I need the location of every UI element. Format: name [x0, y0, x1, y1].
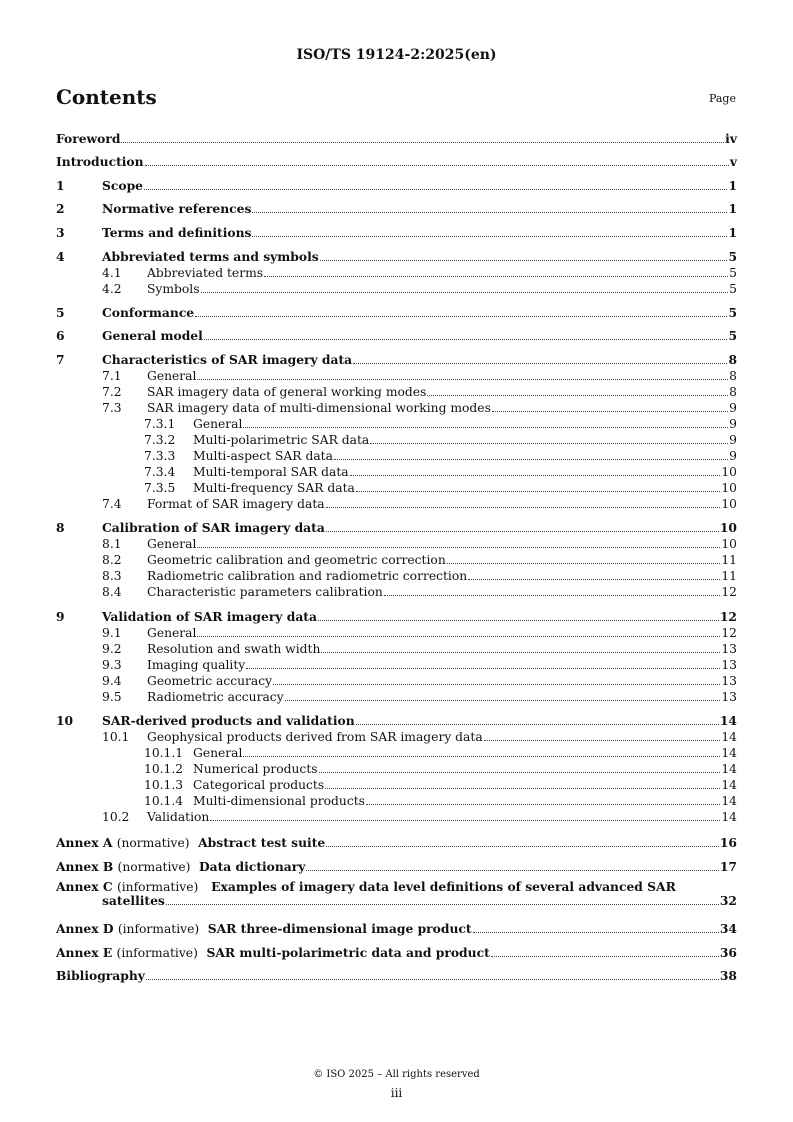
toc-entry-page: 12: [719, 609, 737, 624]
toc-entry-title: SAR-derived products and validation: [102, 713, 355, 728]
toc-entry-title: Terms and definitions: [102, 225, 252, 240]
dot-leader: [319, 771, 721, 773]
toc-entry-number: 4: [56, 249, 65, 264]
toc-entry-page: 14: [721, 730, 737, 744]
toc-entry-number: 10.1.4: [144, 794, 184, 808]
toc-entry-title: Symbols: [147, 282, 200, 296]
toc-entry-number: 9: [56, 609, 65, 624]
toc-entry-title: General: [193, 417, 243, 431]
toc-entry-number: 5: [56, 305, 65, 320]
dot-leader: [204, 338, 728, 340]
toc-entry-8-2[interactable]: [56, 551, 737, 567]
toc-entry-number: 4.1: [102, 266, 122, 280]
annex-kind: (normative): [116, 836, 190, 850]
toc-entry-3[interactable]: [56, 224, 737, 240]
toc-entry-title: General model: [102, 328, 203, 343]
toc-entry-number: 10.2: [102, 810, 130, 824]
toc-entry-title: Abstract test suite: [198, 835, 326, 850]
toc-entry-number: 7.4: [102, 497, 122, 511]
toc-entry-page: 8: [729, 385, 737, 399]
dot-leader: [484, 739, 721, 741]
toc-entry-page: 36: [719, 945, 737, 960]
toc-entry-9-1[interactable]: [56, 624, 737, 640]
toc-entry-page: 13: [721, 658, 737, 672]
toc-entry-7-2[interactable]: [56, 383, 737, 399]
dot-leader: [353, 362, 727, 364]
toc-entry-introduction[interactable]: [56, 153, 737, 169]
toc-entry-number: 10.1.3: [144, 778, 184, 792]
toc-entry-page: 9: [729, 417, 737, 431]
dot-leader: [145, 164, 729, 166]
toc-entry-page: 10: [721, 537, 737, 551]
dot-leader: [121, 141, 724, 143]
annex-label: Annex E: [56, 945, 113, 960]
dot-leader: [318, 619, 719, 621]
page-title: Contents: [56, 85, 157, 109]
toc-entry-4-1[interactable]: [56, 264, 737, 280]
toc-entry-9[interactable]: [56, 608, 737, 624]
page-number: iii: [390, 1086, 403, 1100]
toc-entry-page: 16: [719, 835, 737, 850]
annex-kind: (informative): [116, 946, 198, 960]
annex-label: Annex A: [56, 835, 113, 850]
toc-entry-10[interactable]: [56, 712, 737, 728]
dot-leader: [273, 683, 720, 685]
toc-entry-number: 10: [56, 713, 74, 728]
dot-leader: [356, 490, 720, 492]
dot-leader: [243, 755, 720, 757]
toc-entry-title: Radiometric accuracy: [147, 690, 284, 704]
toc-entry-page: 12: [721, 626, 737, 640]
toc-entry-title: SAR three-dimensional image product: [207, 921, 472, 936]
toc-entry-title: Multi-aspect SAR data: [193, 449, 333, 463]
toc-entry-title: General: [147, 626, 197, 640]
toc-entry-title: Bibliography: [56, 968, 145, 983]
dot-leader: [197, 546, 720, 548]
toc-entry-number: 7: [56, 352, 65, 367]
annex-label: Annex C: [56, 879, 113, 894]
toc-annex-e[interactable]: [56, 944, 737, 960]
toc-entry-title: Foreword: [56, 131, 121, 146]
toc-entry-page: 13: [721, 690, 737, 704]
toc-entry-title: Format of SAR imagery data: [147, 497, 325, 511]
toc-entry-title: General: [147, 537, 197, 551]
toc-entry-page: 10: [721, 497, 737, 511]
toc-entry-title: Geometric calibration and geometric correction: [147, 553, 446, 567]
toc-entry-title: SAR multi-polarimetric data and product: [206, 945, 490, 960]
toc-entry-8-4[interactable]: [56, 583, 737, 599]
toc-entry-page: 32: [719, 893, 737, 908]
toc-entry-title: Validation: [147, 810, 210, 824]
toc-entry-title: Introduction: [56, 154, 144, 169]
toc-entry-number: 9.5: [102, 690, 122, 704]
toc-entry-page: 10: [719, 520, 737, 535]
toc-entry-page: 9: [729, 401, 737, 415]
dot-leader: [384, 594, 721, 596]
toc-entry-page: 14: [721, 810, 737, 824]
toc-entry-title: SAR imagery data of multi-dimensional working modes: [147, 401, 491, 415]
toc-entry-title: Scope: [102, 178, 143, 193]
toc-entry-title: Characteristics of SAR imagery data: [102, 352, 353, 367]
toc-entry-number: 1: [56, 178, 65, 193]
dot-leader: [166, 903, 719, 905]
toc-entry-number: 7.3.1: [144, 417, 176, 431]
toc-entry-7-3[interactable]: [56, 399, 737, 415]
toc-entry-7-3-3[interactable]: [56, 447, 737, 463]
toc-entry-page: 14: [721, 746, 737, 760]
toc-entry-number: 8.1: [102, 537, 122, 551]
toc-entry-7-1[interactable]: [56, 367, 737, 383]
toc-entry-number: 9.4: [102, 674, 122, 688]
toc-entry-5[interactable]: [56, 304, 737, 320]
dot-leader: [334, 458, 728, 460]
toc-entry-title: Abbreviated terms: [147, 266, 264, 280]
copyright-notice: © ISO 2025 – All rights reserved: [313, 1069, 480, 1080]
dot-leader: [326, 506, 721, 508]
toc-entry-number: 8.2: [102, 553, 122, 567]
toc-entry-7-3-2[interactable]: [56, 431, 737, 447]
toc-entry-page: 17: [719, 859, 737, 874]
toc-entry-title: Numerical products: [193, 762, 318, 776]
toc-entry-8-3[interactable]: [56, 567, 737, 583]
toc-entry-title: General: [193, 746, 243, 760]
toc-entry-page: 1: [728, 225, 737, 240]
toc-entry-number: 7.3.4: [144, 465, 176, 479]
toc-entry-number: 7.3.2: [144, 433, 176, 447]
dot-leader: [243, 426, 728, 428]
toc-entry-page: 9: [729, 449, 737, 463]
dot-leader: [321, 651, 720, 653]
toc-entry-10-1-3[interactable]: [56, 776, 737, 792]
toc-entry-9-5[interactable]: [56, 688, 737, 704]
toc-entry-title: Multi-temporal SAR data: [193, 465, 349, 479]
toc-entry-9-2[interactable]: [56, 640, 737, 656]
toc-entry-page: 34: [719, 921, 737, 936]
dot-leader: [144, 188, 727, 190]
toc-entry-10-1-1[interactable]: [56, 744, 737, 760]
toc-entry-8[interactable]: [56, 519, 737, 535]
toc-entry-6[interactable]: [56, 327, 737, 343]
toc-annex-b[interactable]: [56, 858, 737, 874]
dot-leader: [366, 803, 720, 805]
toc-entry-number: 8.4: [102, 585, 122, 599]
toc-entry-page: 14: [721, 762, 737, 776]
dot-leader: [210, 819, 720, 821]
dot-leader: [264, 275, 728, 277]
toc-entry-10-1[interactable]: [56, 728, 737, 744]
toc-entry-title: Normative references: [102, 201, 252, 216]
annex-label: Annex B: [56, 859, 114, 874]
toc-entry-foreword[interactable]: [56, 130, 737, 146]
toc-entry-page: iv: [725, 131, 737, 146]
toc-entry-number: 6: [56, 328, 65, 343]
toc-entry-page: 5: [728, 305, 737, 320]
toc-entry-page: 9: [729, 433, 737, 447]
toc-entry-number: 2: [56, 201, 65, 216]
toc-entry-title: Data dictionary: [199, 859, 306, 874]
toc-entry-page: 10: [721, 481, 737, 495]
annex-label: Annex D: [56, 921, 114, 936]
toc-entry-10-2[interactable]: [56, 808, 737, 824]
toc-entry-4-2[interactable]: [56, 280, 737, 296]
toc-entry-title: Resolution and swath width: [147, 642, 321, 656]
annex-kind: (normative): [117, 860, 191, 874]
toc-entry-number: 7.3.3: [144, 449, 176, 463]
toc-entry-page: 8: [728, 352, 737, 367]
toc-entry-number: 8.3: [102, 569, 122, 583]
toc-entry-7-3-4[interactable]: [56, 463, 737, 479]
toc-entry-number: 4.2: [102, 282, 122, 296]
toc-entry-number: 10.1.1: [144, 746, 184, 760]
toc-annex-d[interactable]: [56, 920, 737, 936]
toc-entry-title: Examples of imagery data level definitions of several advanced SAR: [211, 879, 676, 894]
toc-entry-7-4[interactable]: [56, 495, 737, 511]
toc-entry-title: Calibration of SAR imagery data: [102, 520, 325, 535]
dot-leader: [370, 442, 728, 444]
toc-entry-number: 7.2: [102, 385, 122, 399]
toc-entry-title: Imaging quality: [147, 658, 246, 672]
toc-entry-title: Conformance: [102, 305, 195, 320]
toc-entry-page: 11: [721, 553, 737, 567]
page-column-label: Page: [708, 92, 736, 105]
dot-leader: [427, 394, 728, 396]
toc-entry-page: 5: [728, 249, 737, 264]
dot-leader: [325, 787, 720, 789]
toc-entry-2[interactable]: [56, 200, 737, 216]
toc-entry-title: Multi-frequency SAR data: [193, 481, 355, 495]
dot-leader: [252, 235, 727, 237]
toc-entry-10-1-4[interactable]: [56, 792, 737, 808]
toc-entry-page: 10: [721, 465, 737, 479]
toc-entry-page: 8: [729, 369, 737, 383]
dot-leader: [197, 378, 728, 380]
toc-entry-title: General: [147, 369, 197, 383]
toc-entry-page: 12: [721, 585, 737, 599]
toc-entry-title: Multi-dimensional products: [193, 794, 365, 808]
dot-leader: [306, 869, 718, 871]
dot-leader: [492, 410, 728, 412]
toc-entry-title: Geophysical products derived from SAR imagery data: [147, 730, 483, 744]
toc-entry-7-3-5[interactable]: [56, 479, 737, 495]
dot-leader: [197, 635, 720, 637]
toc-entry-number: 7.3: [102, 401, 122, 415]
toc-entry-number: 7.1: [102, 369, 122, 383]
document-header: ISO/TS 19124-2:2025(en): [296, 47, 497, 63]
dot-leader: [356, 723, 719, 725]
toc-entry-number: 10.1.2: [144, 762, 184, 776]
dot-leader: [146, 978, 719, 980]
dot-leader: [320, 259, 728, 261]
toc-entry-title: SAR imagery data of general working modes: [147, 385, 427, 399]
annex-kind: (informative): [117, 922, 200, 936]
dot-leader: [195, 315, 727, 317]
toc-entry-title: Characteristic parameters calibration: [147, 585, 383, 599]
toc-entry-9-3[interactable]: [56, 656, 737, 672]
toc-entry-page: 14: [721, 778, 737, 792]
dot-leader: [252, 211, 727, 213]
toc-annex-a[interactable]: [56, 834, 737, 850]
toc-entry-number: 7.3.5: [144, 481, 176, 495]
toc-entry-number: 9.3: [102, 658, 122, 672]
toc-entry-title: Geometric accuracy: [147, 674, 273, 688]
annex-kind: (informative): [116, 880, 199, 894]
toc-entry-number: 3: [56, 225, 65, 240]
toc-entry-title: Radiometric calibration and radiometric correction: [147, 569, 468, 583]
toc-entry-9-4[interactable]: [56, 672, 737, 688]
dot-leader: [201, 291, 729, 293]
dot-leader: [491, 955, 719, 957]
toc-entry-7[interactable]: [56, 351, 737, 367]
toc-entry-title: Abbreviated terms and symbols: [102, 249, 319, 264]
toc-entry-10-1-2[interactable]: [56, 760, 737, 776]
dot-leader: [246, 667, 720, 669]
toc-entry-number: 9.1: [102, 626, 122, 640]
toc-entry-number: 8: [56, 520, 65, 535]
dot-leader: [473, 931, 719, 933]
dot-leader: [350, 474, 721, 476]
toc-annex-c[interactable]: [56, 880, 737, 908]
dot-leader: [447, 562, 721, 564]
toc-entry-title: Multi-polarimetric SAR data: [193, 433, 370, 447]
toc-entry-number: 9.2: [102, 642, 122, 656]
toc-entry-page: v: [729, 154, 737, 169]
toc-entry-page: 1: [728, 201, 737, 216]
toc-entry-1[interactable]: [56, 177, 737, 193]
toc-entry-page: 14: [721, 794, 737, 808]
toc-entry-page: 38: [719, 968, 737, 983]
toc-entry-8-1[interactable]: [56, 535, 737, 551]
toc-entry-page: 13: [721, 642, 737, 656]
toc-entry-title: Validation of SAR imagery data: [102, 609, 317, 624]
toc-entry-bibliography[interactable]: [56, 967, 737, 983]
toc-entry-page: 1: [728, 178, 737, 193]
toc-entry-4[interactable]: [56, 248, 737, 264]
dot-leader: [326, 845, 719, 847]
dot-leader: [285, 699, 721, 701]
dot-leader: [468, 578, 720, 580]
toc-entry-number: 10.1: [102, 730, 130, 744]
toc-entry-page: 5: [729, 266, 737, 280]
toc-entry-7-3-1[interactable]: [56, 415, 737, 431]
toc-entry-title: Categorical products: [193, 778, 325, 792]
toc-entry-page: 14: [719, 713, 737, 728]
toc-entry-title-continued: satellites: [102, 893, 165, 908]
toc-entry-page: 13: [721, 674, 737, 688]
toc-entry-page: 5: [728, 328, 737, 343]
toc-entry-page: 11: [721, 569, 737, 583]
dot-leader: [326, 530, 719, 532]
toc-entry-page: 5: [729, 282, 737, 296]
